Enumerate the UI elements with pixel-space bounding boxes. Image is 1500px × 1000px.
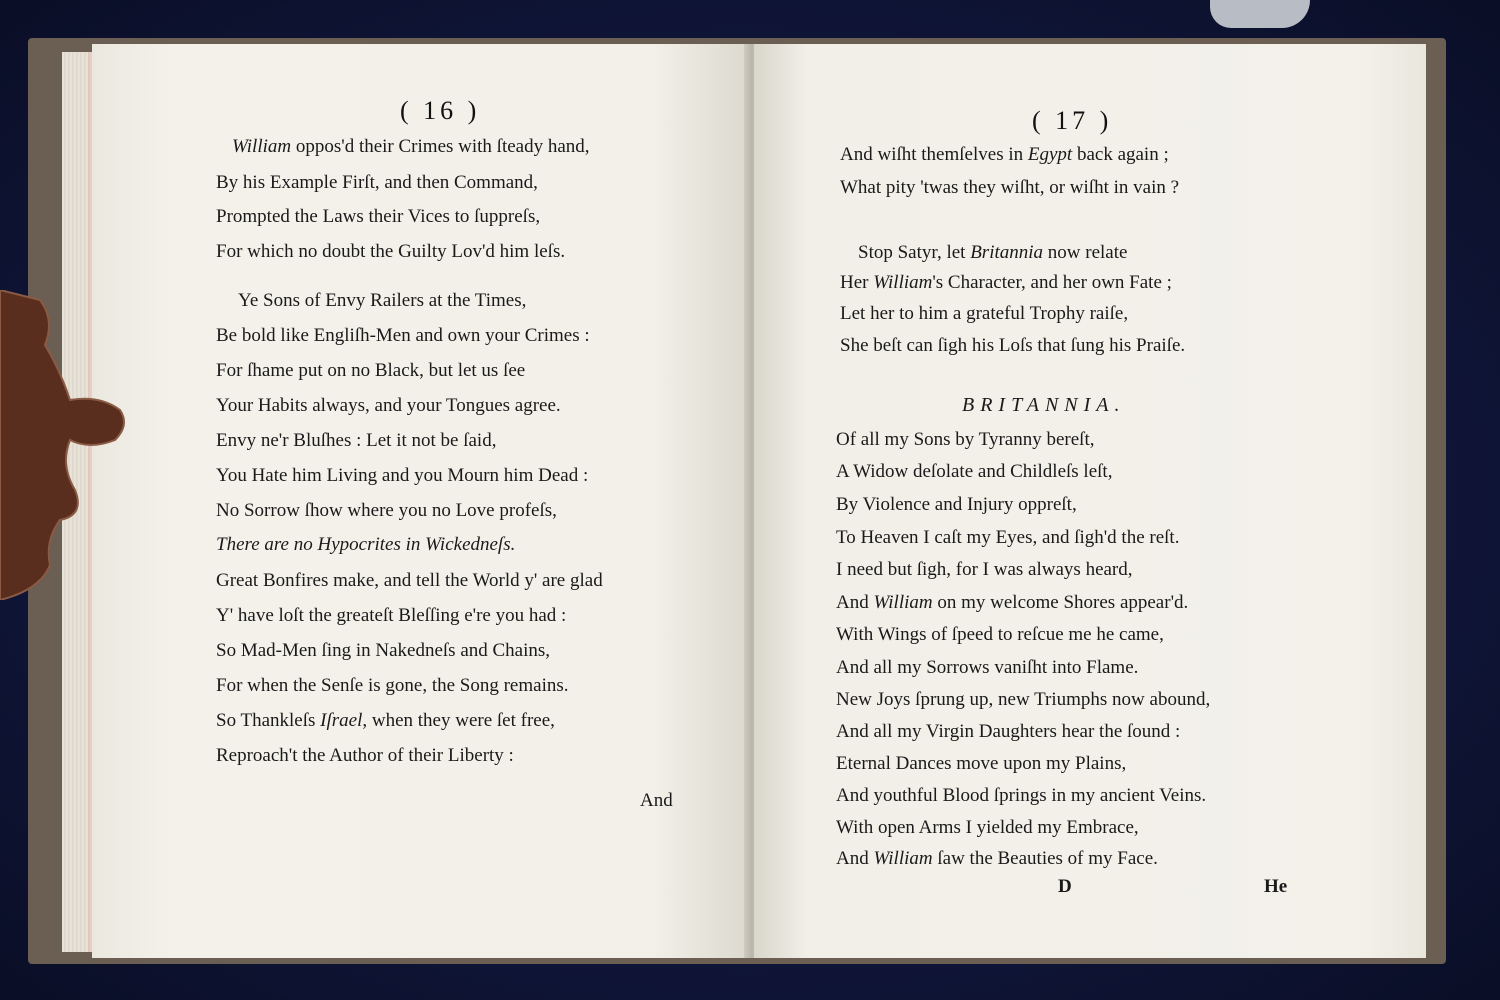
poem-line: [840, 177, 1179, 199]
catchword-right: He: [1264, 876, 1288, 897]
text-run: For when the Senſe is gone, the Song remains.: [216, 675, 569, 696]
poem-line: [216, 325, 590, 347]
left-page: [92, 44, 750, 958]
text-run: Eternal Dances move upon my Plains,: [836, 753, 1127, 774]
text-run: No Sorrow ſhow where you no Love profeſs,: [216, 500, 557, 521]
italic-text: Britannia: [970, 242, 1044, 263]
poem-line: [216, 172, 538, 194]
text-run: She beſt can ſigh his Loſs that ſung his Praiſe.: [840, 335, 1186, 356]
text-run: Of all my Sons by Tyranny bereſt,: [836, 429, 1095, 450]
poem-line: [216, 241, 565, 263]
text-run: With open Arms I yielded my Embrace,: [836, 817, 1139, 838]
text-run: And all my Sorrows vaniſht into Flame.: [836, 657, 1139, 678]
poem-line: [858, 242, 1127, 264]
italic-text: There are no Hypocrites in Wickedneſs.: [216, 534, 516, 555]
italic-text: Iſrael: [320, 710, 363, 731]
poem-line: [216, 430, 496, 452]
text-run: Be bold like Engliſh-Men and own your Crimes :: [216, 325, 590, 346]
poem-line: [216, 640, 550, 662]
text-run: oppos'd their Crimes with ſteady hand,: [291, 136, 590, 157]
poem-line: [836, 624, 1164, 646]
italic-text: William: [873, 592, 933, 613]
text-run: I need but ſigh, for I was always heard,: [836, 559, 1133, 580]
text-run: Reproach't the Author of their Liberty :: [216, 745, 514, 766]
poem-line: [216, 675, 569, 697]
text-run: And all my Virgin Daughters hear the ſound :: [836, 721, 1181, 742]
poem-line: [836, 689, 1210, 711]
italic-text: William: [873, 272, 933, 293]
poem-line: [238, 290, 526, 312]
poem-line: [836, 527, 1179, 549]
text-run: And: [836, 592, 874, 613]
text-run: And: [836, 848, 874, 869]
text-run: With Wings of ſpeed to reſcue me he came,: [836, 624, 1164, 645]
right-page: [754, 44, 1426, 958]
text-run: back again ;: [1072, 144, 1169, 165]
poem-line: [836, 461, 1112, 483]
text-run: For ſhame put on no Black, but let us ſee: [216, 360, 526, 381]
text-run: Envy ne'r Bluſhes : Let it not be ſaid,: [216, 430, 497, 451]
text-run: Her: [840, 272, 874, 293]
text-run: By his Example Firſt, and then Command,: [216, 172, 538, 193]
poem-line: [836, 657, 1138, 679]
poem-line: [216, 745, 514, 767]
poem-line: [836, 785, 1206, 807]
poem-line: [836, 429, 1094, 451]
italic-text: William: [232, 136, 292, 157]
poem-line: [216, 500, 557, 522]
poem-line: [836, 753, 1126, 775]
italic-text: Egypt: [1027, 144, 1073, 165]
poem-line: [840, 272, 1172, 294]
poem-line: [216, 206, 540, 228]
text-run: Stop Satyr, let: [858, 242, 971, 263]
text-run: New Joys ſprung up, new Triumphs now abound,: [836, 689, 1211, 710]
text-run: A Widow deſolate and Childleſs leſt,: [836, 461, 1113, 482]
poem-line: [216, 534, 515, 556]
text-run: Let her to him a grateful Trophy raiſe,: [840, 303, 1129, 324]
poem-line: [216, 605, 566, 627]
sticker-top: [1210, 0, 1310, 28]
text-run: And youthful Blood ſprings in my ancient Veins.: [836, 785, 1207, 806]
text-run: Prompted the Laws their Vices to ſuppreſs,: [216, 206, 541, 227]
poem-line: [836, 592, 1188, 614]
text-run: on my welcome Shores appear'd.: [932, 592, 1189, 613]
catchword-left: And: [640, 790, 673, 811]
text-run: You Hate him Living and you Mourn him Dead :: [216, 465, 589, 486]
text-run: What pity 'twas they wiſht, or wiſht in vain ?: [840, 177, 1180, 198]
section-heading: BRITANNIA.: [962, 394, 1126, 416]
poem-line: [836, 817, 1139, 839]
text-run: To Heaven I caſt my Eyes, and ſigh'd the reſt.: [836, 527, 1180, 548]
page-clip: [0, 290, 130, 600]
poem-line: [840, 303, 1128, 325]
poem-line: [216, 360, 525, 382]
poem-line: [836, 559, 1133, 581]
text-run: Y' have loſt the greateſt Bleſſing e're you had :: [216, 605, 567, 626]
poem-line: [232, 136, 590, 158]
page-number-right: ( 17 ): [1032, 106, 1113, 135]
poem-line: [836, 494, 1077, 516]
text-run: , when they were ſet free,: [362, 710, 555, 731]
italic-text: William: [873, 848, 933, 869]
poem-line: [836, 721, 1180, 743]
poem-line: [216, 570, 603, 592]
page-number-left: ( 16 ): [400, 96, 481, 125]
poem-line: [840, 144, 1169, 166]
text-run: now relate: [1043, 242, 1128, 263]
text-run: And wiſht themſelves in: [840, 144, 1028, 165]
text-run: By Violence and Injury oppreſt,: [836, 494, 1077, 515]
text-run: Ye Sons of Envy Railers at the Times,: [238, 290, 527, 311]
poem-line: [840, 335, 1185, 357]
poem-line: [216, 465, 588, 487]
text-run: For which no doubt the Guilty Lov'd him leſs.: [216, 241, 566, 262]
text-run: So Thankleſs: [216, 710, 321, 731]
text-run: Your Habits always, and your Tongues agree.: [216, 395, 561, 416]
poem-line: [216, 710, 555, 732]
poem-line: [836, 848, 1158, 870]
text-run: So Mad-Men ſing in Nakedneſs and Chains,: [216, 640, 551, 661]
text-run: ſaw the Beauties of my Face.: [932, 848, 1158, 869]
text-run: 's Character, and her own Fate ;: [932, 272, 1172, 293]
poem-line: [216, 395, 561, 417]
signature-mark: D: [1058, 876, 1072, 897]
text-run: Great Bonfires make, and tell the World y' are glad: [216, 570, 603, 591]
